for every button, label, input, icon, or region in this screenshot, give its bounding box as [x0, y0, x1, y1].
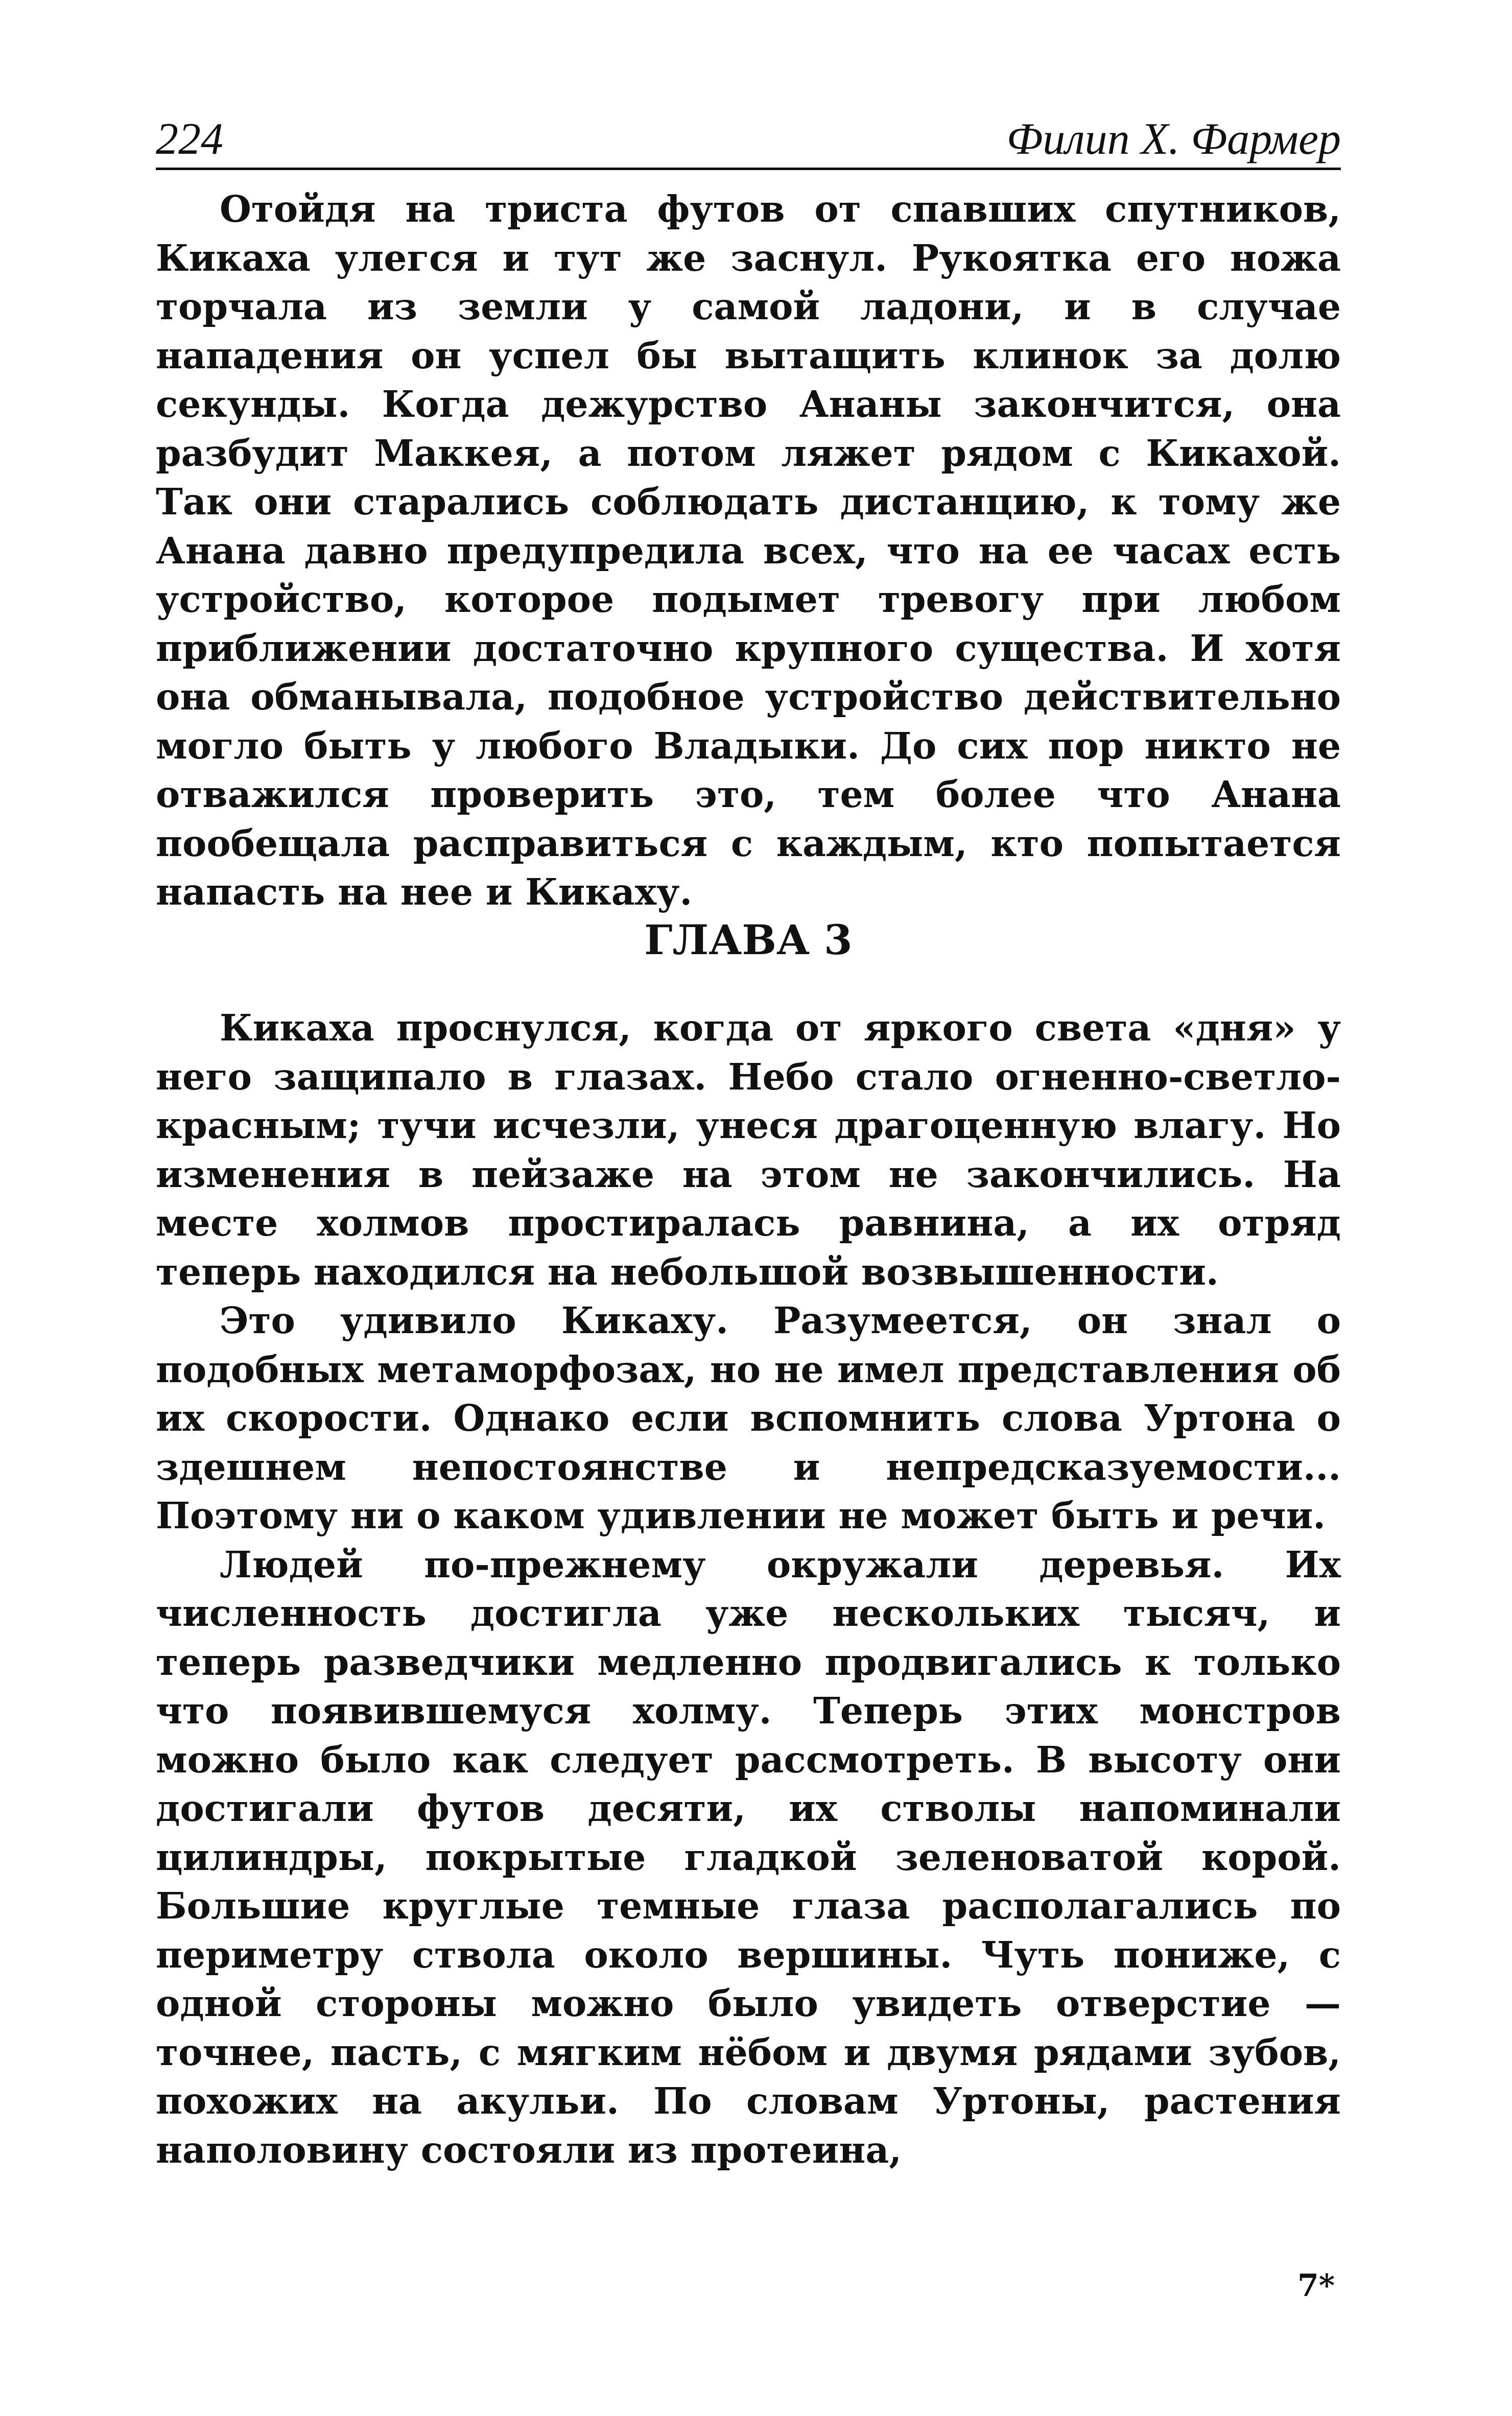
body-paragraph: Это удивило Кикаху. Разумеется, он знал о подобных метаморфозах, но не имел представления об их скорости. Однако если вспомнить слова Уртона о здешнем непостоянстве и непредсказуемости... Поэтому ни о каком удивлении не может быть и речи.	[156, 1299, 1341, 1537]
running-title: Филип Х. Фармер	[1006, 114, 1341, 164]
printer-signature-mark: 7*	[1297, 2268, 1335, 2304]
page-header	[156, 111, 1341, 170]
body-paragraph: Кикаха проснулся, когда от яркого света «дня» у него защипало в глазах. Небо стало огненно-светло-красным; тучи исчезли, унеся драгоценную влагу. Но изменения в пейзаже на этом не закончились. На месте холмов простиралась равнина, а их отряд теперь находился на небольшой возвышенности.	[156, 1006, 1341, 1293]
chapter-heading: ГЛАВА 3	[644, 916, 853, 964]
opening-text-block	[156, 185, 1341, 917]
page-number: 224	[156, 114, 223, 164]
chapter-text-block	[156, 1004, 1341, 2174]
body-paragraph: Отойдя на триста футов от спавших спутников, Кикаха улегся и тут же заснул. Рукоятка его ножа торчала из земли у самой ладони, и в случае нападения он успел бы вытащить клинок за долю секунды. Когда дежурство Ананы закончится, она разбудит Маккея, а потом ляжет рядом с Кикахой. Так они старались соблюдать дистанцию, к тому же Анана давно предупредила всех, что на ее часах есть устройство, которое подымет тревогу при любом приближении достаточно крупного существа. И хотя она обманывала, подобное устройство действительно могло быть у любого Владыки. До сих пор никто не отважился проверить это, тем более что Анана пообещала расправиться с каждым, кто попытается напасть на нее и Кикаху.	[156, 187, 1341, 913]
body-paragraph: Людей по-прежнему окружали деревья. Их численность достигла уже нескольких тысяч, и теперь разведчики медленно продвигались к только что появившемуся холму. Теперь этих монстров можно было как следует рассмотреть. В высоту они достигали футов десяти, их стволы напоминали цилиндры, покрытые гладкой зеленоватой корой. Большие круглые темные глаза располагались по периметру ствола около вершины. Чуть пониже, с одной стороны можно было увидеть отверстие — точнее, пасть, с мягким нёбом и двумя рядами зубов, похожих на акульи. По словам Уртоны, растения наполовину состояли из протеина,	[156, 1543, 1341, 2171]
